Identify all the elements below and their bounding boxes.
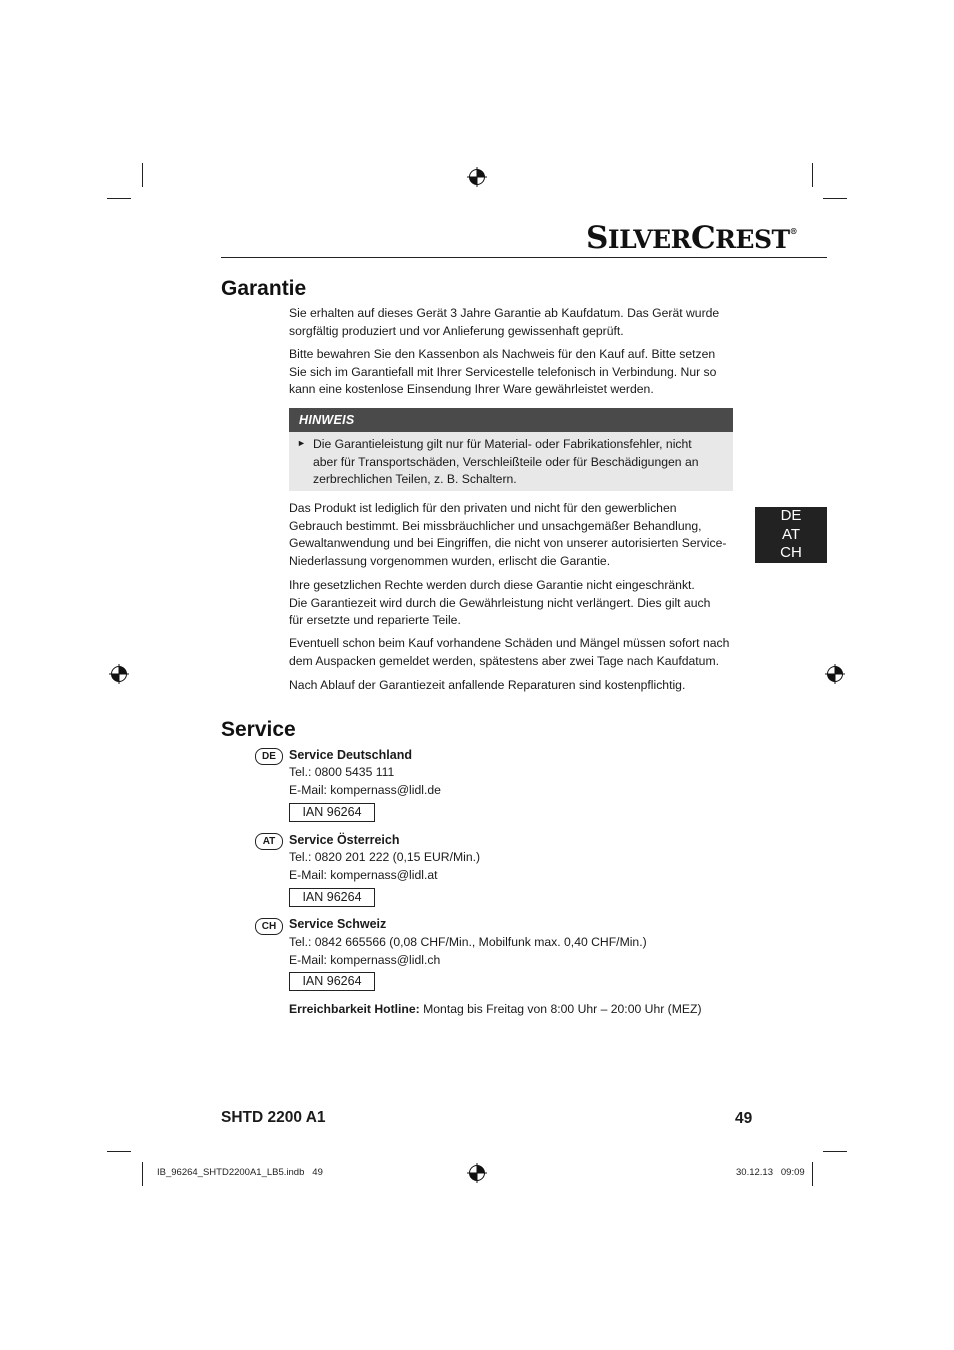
ian-box: IAN 96264 bbox=[289, 803, 375, 822]
slug-filename: IB_96264_SHTD2200A1_LB5.indb 49 bbox=[157, 1167, 323, 1178]
note-body bbox=[289, 432, 733, 491]
crop-mark bbox=[823, 198, 847, 199]
garantie-paragraph: Eventuell schon beim Kauf vorhandene Schäden und Mängel müssen sofort nach dem Auspacken gemeldet werden, spätestens aber zwei Tage nach Kaufdatum. bbox=[289, 636, 730, 668]
service-title: Service Schweiz bbox=[289, 917, 387, 931]
registration-mark-icon bbox=[467, 1163, 487, 1183]
crop-mark bbox=[107, 1151, 131, 1152]
language-tab bbox=[755, 507, 827, 563]
registration-mark-icon bbox=[825, 664, 845, 684]
hotline-label: Erreichbarkeit Hotline: bbox=[289, 1002, 420, 1016]
country-badge-at: AT bbox=[255, 833, 283, 850]
hotline-hours: Montag bis Freitag von 8:00 Uhr – 20:00 Uhr (MEZ) bbox=[419, 1002, 702, 1016]
crop-mark bbox=[107, 198, 131, 199]
garantie-paragraph: Ihre gesetzlichen Rechte werden durch diese Garantie nicht eingeschränkt. Die Garantiezeit wird durch die Gewährleistung nicht verlängert. Dies gilt auch für ersetzte und reparierte Teile. bbox=[289, 578, 711, 627]
garantie-heading: Garantie bbox=[221, 277, 307, 300]
crop-mark bbox=[142, 1162, 143, 1186]
footer-model: SHTD 2200 A1 bbox=[221, 1109, 326, 1126]
crop-mark bbox=[812, 163, 813, 187]
ian-box: IAN 96264 bbox=[289, 888, 375, 907]
service-phone: Tel.: 0820 201 222 (0,15 EUR/Min.) bbox=[289, 850, 481, 864]
crop-mark bbox=[142, 163, 143, 187]
note-text: Die Garantieleistung gilt nur für Material- oder Fabrikationsfehler, nicht aber für Transportschäden, Verschleißteile oder für Beschädigungen an zerbrechlichen Teilen, z. B. Schaltern. bbox=[313, 437, 699, 486]
service-title: Service Österreich bbox=[289, 833, 400, 847]
service-phone: Tel.: 0800 5435 111 bbox=[289, 765, 395, 779]
service-email: E-Mail: kompernass@lidl.ch bbox=[289, 953, 441, 967]
service-heading: Service bbox=[221, 718, 296, 741]
language-code: AT bbox=[781, 525, 801, 543]
garantie-paragraph: Sie erhalten auf dieses Gerät 3 Jahre Garantie ab Kaufdatum. Das Gerät wurde sorgfältig produziert und vor Anlieferung gewissenhaft geprüft. bbox=[289, 306, 720, 338]
page-number: 49 bbox=[735, 1110, 753, 1127]
country-badge-de: DE bbox=[255, 748, 283, 765]
country-badge-ch: CH bbox=[255, 918, 283, 935]
garantie-paragraph: Bitte bewahren Sie den Kassenbon als Nachweis für den Kauf auf. Bitte setzen Sie sich im Garantiefall mit Ihrer Servicestelle telefonisch in Verbindung. Nur so kann eine kostenlose Einsendung Ihrer Ware gewährleistet werden. bbox=[289, 347, 717, 396]
crop-mark bbox=[823, 1151, 847, 1152]
language-code: CH bbox=[780, 544, 802, 561]
hotline-line bbox=[289, 1002, 702, 1016]
note-header: HINWEIS bbox=[289, 408, 733, 432]
service-email: E-Mail: kompernass@lidl.de bbox=[289, 783, 441, 797]
registration-mark-icon bbox=[467, 167, 487, 187]
service-email: E-Mail: kompernass@lidl.at bbox=[289, 868, 438, 882]
slug-datetime: 30.12.13 09:09 bbox=[736, 1167, 805, 1178]
garantie-paragraph: Nach Ablauf der Garantiezeit anfallende Reparaturen sind kostenpflichtig. bbox=[289, 678, 686, 692]
crop-mark bbox=[812, 1162, 813, 1186]
bullet-arrow-icon: ► bbox=[297, 438, 306, 448]
garantie-paragraph: Das Produkt ist lediglich für den privaten und nicht für den gewerblichen Gebrauch bestimmt. Bei missbräuchlicher und unsachgemäßer Behandlung, Gewaltanwendung und bei Eingriffen, die nicht von unserer autorisierten Service- Niederlassung vorgenommen wurden, erlischt die Garantie. bbox=[289, 501, 727, 568]
service-phone: Tel.: 0842 665566 (0,08 CHF/Min., Mobilfunk max. 0,40 CHF/Min.) bbox=[289, 935, 647, 949]
ian-box: IAN 96264 bbox=[289, 972, 375, 991]
service-title: Service Deutschland bbox=[289, 748, 412, 762]
registration-mark-icon bbox=[109, 664, 129, 684]
header-rule bbox=[221, 257, 827, 258]
language-code: DE bbox=[780, 507, 802, 524]
brand-logo: SILVERCREST® bbox=[586, 220, 798, 256]
